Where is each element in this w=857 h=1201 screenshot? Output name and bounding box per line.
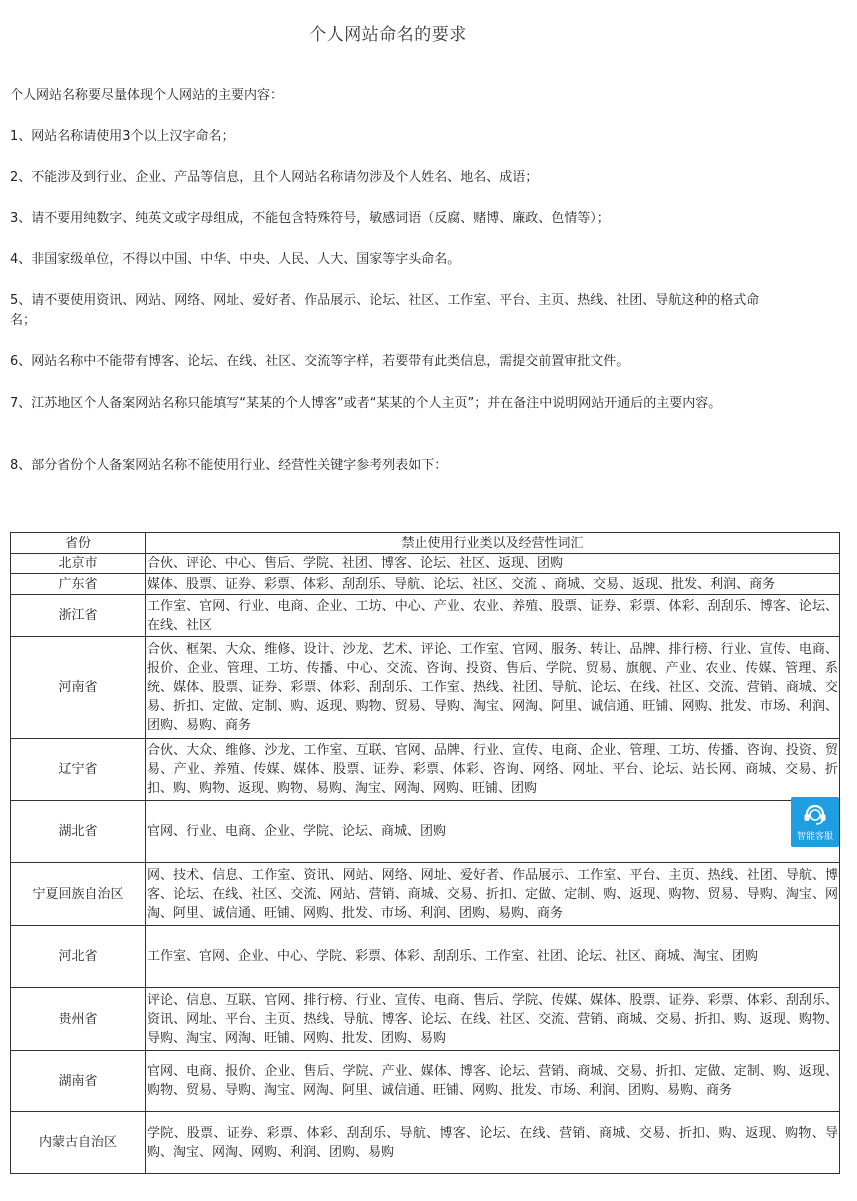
intro-text: 个人网站名称要尽量体现个人网站的主要内容：: [10, 88, 284, 103]
province-cell: 北京市: [11, 554, 146, 574]
province-cell: 贵州省: [11, 988, 146, 1051]
words-cell: 媒体、股票、证券、彩票、体彩、刮刮乐、导航、论坛、社区、交流 、商城、交易、返现、批发、利润、商务: [146, 574, 840, 595]
header-words: 禁止使用行业类以及经营性词汇: [146, 533, 840, 554]
words-cell: 工作室、官网、行业、电商、企业、工坊、中心、产业、农业、养殖、股票、证券、彩票、体彩、刮刮乐、博客、论坛、在线、社区: [146, 595, 840, 637]
table-row: [11, 739, 840, 801]
table-row: [11, 801, 840, 863]
words-cell: 合伙、评论、中心、售后、学院、社团、博客、论坛、社区、返现、团购: [146, 554, 840, 574]
rule-6: 6、网站名称中不能带有博客、论坛、在线、社区、交流等字样，若要带有此类信息，需提交前置审批文件。: [10, 354, 630, 369]
rule-1: 1、网站名称请使用3个以上汉字命名；: [10, 129, 235, 144]
customer-service-label: 智能客服: [796, 832, 833, 842]
customer-service-headset-icon: [791, 803, 839, 827]
words-cell: 官网、电商、报价、企业、售后、学院、产业、媒体、博客、论坛、营销、商城、交易、折扣、定做、定制、购、返现、购物、贸易、导购、淘宝、网淘、阿里、诚信通、旺铺、网购、批发、市场、利润、团购、易购、商务: [146, 1051, 840, 1112]
words-cell: 工作室、官网、企业、中心、学院、彩票、体彩、刮刮乐、工作室、社团、论坛、社区、商城、淘宝、团购: [146, 926, 840, 988]
keyword-table: [10, 532, 840, 1174]
rule-5: 5、请不要使用资讯、网站、网络、网址、爱好者、作品展示、论坛、社区、工作室、平台、主页、热线、社团、导航这种的格式命名；: [10, 293, 760, 328]
province-cell: 湖北省: [11, 801, 146, 863]
smart-customer-service-button[interactable]: [791, 797, 839, 847]
table-row: [11, 554, 840, 574]
table-row: [11, 574, 840, 595]
words-cell: 官网、行业、电商、企业、学院、论坛、商城、团购: [146, 801, 840, 863]
rule-8: 8、部分省份个人备案网站名称不能使用行业、经营性关键字参考列表如下：: [10, 458, 448, 473]
province-cell: 辽宁省: [11, 739, 146, 801]
header-province: 省份: [11, 533, 146, 554]
table-row: [11, 1112, 840, 1174]
rule-2: 2、不能涉及到行业、企业、产品等信息，且个人网站名称请勿涉及个人姓名、地名、成语；: [10, 170, 539, 185]
table-row: [11, 1051, 840, 1112]
table-row: [11, 988, 840, 1051]
table-row: [11, 926, 840, 988]
words-cell: 网、技术、信息、工作室、资讯、网站、网络、网址、爱好者、作品展示、工作室、平台、主页、热线、社团、导航、博客、论坛、在线、社区、交流、网站、营销、商城、交易、折扣、定做、定制、购、返现、购物、贸易、导购、淘宝、网淘、阿里、诚信通、旺铺、网购、批发、市场、利润、团购、易购、商务: [146, 863, 840, 926]
words-cell: 合伙、大众、维修、沙龙、工作室、互联、官网、品牌、行业、宣传、电商、企业、管理、工坊、传播、咨询、投资、贸易、产业、养殖、传媒、媒体、股票、证券、彩票、体彩、咨询、网络、网址、平台、论坛、站长网、商城、交易、折扣、购、购物、返现、购物、易购、淘宝、网淘、网购、旺铺、团购: [146, 739, 840, 801]
rule-7: 7、江苏地区个人备案网站名称只能填写“某某的个人博客”或者“某某的个人主页”；并在备注中说明网站开通后的主要内容。: [10, 396, 722, 411]
province-cell: 浙江省: [11, 595, 146, 637]
province-cell: 宁夏回族自治区: [11, 863, 146, 926]
table-row: [11, 637, 840, 739]
province-cell: 河北省: [11, 926, 146, 988]
words-cell: 合伙、框架、大众、维修、设计、沙龙、艺术、评论、工作室、官网、服务、转让、品牌、排行榜、行业、宣传、电商、报价、企业、管理、工坊、传播、中心、交流、咨询、投资、售后、学院、贸易、旗舰、产业、农业、传媒、管理、系统、媒体、股票、证券、彩票、体彩、刮刮乐、工作室、热线、社团、导航、论坛、在线、社区、交流、营销、商城、交易、折扣、定做、定制、购、返现、购物、贸易、导购、淘宝、网淘、阿里、诚信通、旺铺、网购、批发、市场、利润、团购、易购、商务: [146, 637, 840, 739]
table-row: [11, 595, 840, 637]
words-cell: 学院、股票、证券、彩票、体彩、刮刮乐、导航、博客、论坛、在线、营销、商城、交易、折扣、购、返现、购物、导购、淘宝、网淘、网购、利润、团购、易购: [146, 1112, 840, 1174]
province-cell: 内蒙古自治区: [11, 1112, 146, 1174]
province-cell: 湖南省: [11, 1051, 146, 1112]
province-cell: 河南省: [11, 637, 146, 739]
province-cell: 广东省: [11, 574, 146, 595]
rule-3: 3、请不要用纯数字、纯英文或字母组成，不能包含特殊符号，敏感词语（反腐、赌博、廉政、色情等）；: [10, 211, 610, 226]
page-title: 个人网站命名的要求: [309, 25, 467, 45]
table-header-row: [11, 533, 840, 554]
rule-4: 4、非国家级单位，不得以中国、中华、中央、人民、人大、国家等字头命名。: [10, 252, 461, 267]
table-row: [11, 863, 840, 926]
words-cell: 评论、信息、互联、官网、排行榜、行业、宣传、电商、售后、学院、传媒、媒体、股票、证券、彩票、体彩、刮刮乐、资讯、网址、平台、主页、热线、导航、博客、论坛、在线、社区、交流、营销、商城、交易、折扣、购、返现、购物、导购、淘宝、网淘、旺铺、网购、批发、团购、易购: [146, 988, 840, 1051]
